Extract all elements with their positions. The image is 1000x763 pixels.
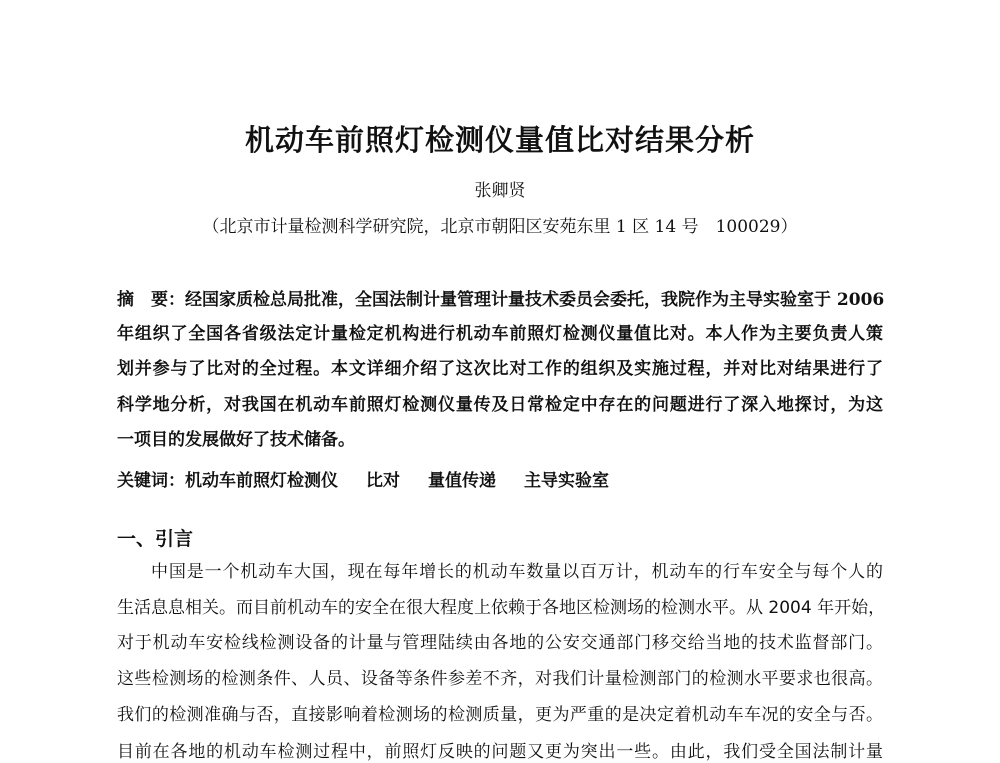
body-line: 对于机动车安检线检测设备的计量与管理陆续由各地的公安交通部门移交给当地的技术监督部门。: [117, 633, 883, 653]
abstract-text: 经国家质检总局批准，全国法制计量管理计量技术委员会委托，我院作为主导实验室于 2006: [185, 290, 885, 310]
keyword: 主导实验室: [524, 471, 609, 491]
keyword: 机动车前照灯检测仪: [185, 471, 338, 491]
keyword: 量值传递: [428, 471, 496, 491]
section-heading: 一、引言: [117, 528, 194, 550]
abstract-line: 年组织了全国各省级法定计量检定机构进行机动车前照灯检测仪量值比对。本人作为主要负责人策: [117, 324, 883, 344]
keywords: [117, 470, 883, 492]
abstract-label: 摘 要：: [117, 290, 185, 310]
abstract-line: 划并参与了比对的全过程。本文详细介绍了这次比对工作的组织及实施过程，并对比对结果进行了: [117, 359, 883, 379]
abstract-line: 科学地分析，对我国在机动车前照灯检测仪量传及日常检定中存在的问题进行了深入地探讨，为这: [117, 395, 883, 415]
keywords-label: 关键词：: [117, 471, 185, 491]
keyword: 比对: [366, 471, 400, 491]
body-line: 目前在各地的机动车检测过程中，前照灯反映的问题又更为突出一些。由此，我们受全国法制计量: [117, 742, 883, 762]
author: 张卿贤: [474, 181, 526, 201]
abstract-line: [117, 289, 883, 311]
body-line: 生活息息相关。而目前机动车的安全在很大程度上依赖于各地区检测场的检测水平。从 2004 年开始，: [117, 598, 886, 618]
abstract-line: 一项目的发展做好了技术储备。: [117, 430, 355, 450]
paper-title: 机动车前照灯检测仪量值比对结果分析: [244, 123, 755, 157]
body-line: 我们的检测准确与否，直接影响着检测场的检测质量，更为严重的是决定着机动车车况的安全与否。: [117, 705, 883, 725]
body-line: 这些检测场的检测条件、人员、设备等条件参差不齐，对我们计量检测部门的检测水平要求也很高。: [117, 669, 883, 689]
affiliation: （北京市计量检测科学研究院，北京市朝阳区安苑东里 1 区 14 号 100029）: [202, 217, 798, 237]
body-line: 中国是一个机动车大国，现在每年增长的机动车数量以百万计，机动车的行车安全与每个人的: [151, 562, 883, 582]
